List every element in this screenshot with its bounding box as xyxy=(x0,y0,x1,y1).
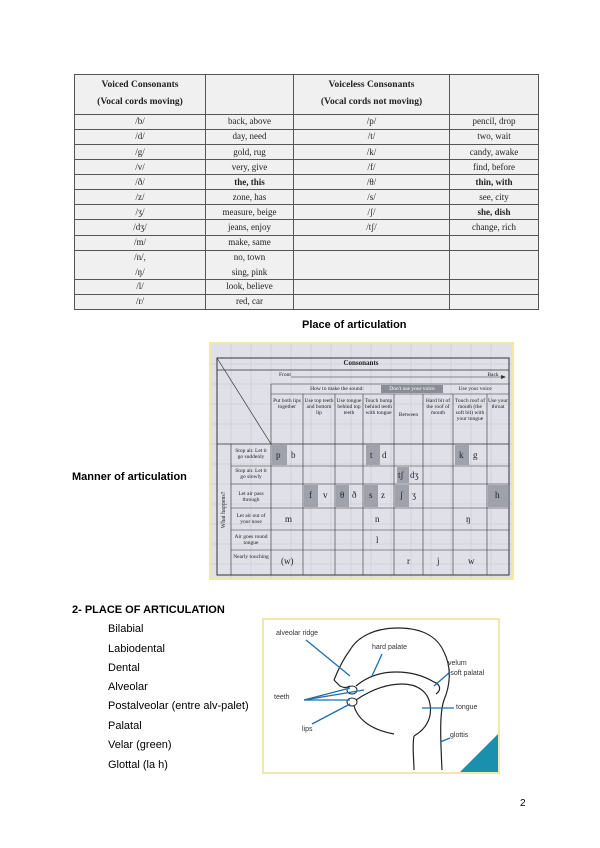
chart-symbol: n xyxy=(375,514,380,524)
table-header-row xyxy=(75,75,539,115)
chart-symbol: v xyxy=(323,490,328,500)
voiceless-symbol: /t/ xyxy=(294,129,450,144)
voiceless-symbol: /p/ xyxy=(294,114,450,129)
voiceless-example: two, wait xyxy=(450,129,539,144)
voiceless-title: Voiceless Consonants xyxy=(328,80,415,91)
voiceless-example xyxy=(450,235,539,250)
voiced-symbol-cell xyxy=(75,250,206,279)
voiceless-example: change, rich xyxy=(450,220,539,235)
chart-symbol: (w) xyxy=(281,556,294,566)
chart-row-header: Let air pass through xyxy=(238,491,264,503)
label-velum: velum xyxy=(448,660,467,667)
voiceless-example xyxy=(450,294,539,309)
chart-symbol: j xyxy=(437,556,440,566)
list-item: Postalveolar (entre alv-palet) xyxy=(108,700,249,712)
chart-column-header: Use tongue behind top teeth xyxy=(336,398,362,416)
chart-symbol: r xyxy=(407,556,410,566)
table-row xyxy=(75,279,539,294)
table-row xyxy=(75,145,539,160)
chart-column-header: Put both lips together xyxy=(273,398,301,410)
voiced-symbol: /r/ xyxy=(75,294,206,309)
voiced-example: measure, beige xyxy=(206,205,294,220)
voiced-example: zone, has xyxy=(206,190,294,205)
label-tongue: tongue xyxy=(456,704,478,711)
chart-symbol: dʒ xyxy=(410,470,419,480)
chart-column-header: Between xyxy=(398,412,419,418)
voiced-example: jeans, enjoy xyxy=(206,220,294,235)
table-row xyxy=(75,175,539,190)
chart-use-voice-label: Use your voice xyxy=(458,386,492,392)
voiceless-subtitle: (Vocal cords not moving) xyxy=(320,97,423,108)
label-alveolar-ridge: alveolar ridge xyxy=(276,630,319,637)
voiceless-symbol: /k/ xyxy=(294,145,450,160)
section-title: 2- PLACE OF ARTICULATION xyxy=(72,604,225,616)
chart-symbol: ʃ xyxy=(400,490,403,500)
voiceless-header xyxy=(294,75,450,115)
chart-symbol: z xyxy=(381,490,385,500)
voiceless-example: she, dish xyxy=(450,205,539,220)
table-row xyxy=(75,235,539,250)
voiceless-example: see, city xyxy=(450,190,539,205)
chart-back-label: Back xyxy=(487,372,499,378)
voiceless-symbol xyxy=(294,279,450,294)
list-item: Velar (green) xyxy=(108,739,172,751)
voiceless-example: candy, awake xyxy=(450,145,539,160)
voiceless-symbol: /θ/ xyxy=(294,175,450,190)
voiceless-symbol xyxy=(294,294,450,309)
label-soft-palate: (soft palatal xyxy=(448,670,485,677)
table-row xyxy=(75,114,539,129)
chart-how-label: How to make the sound: xyxy=(310,386,364,392)
accent-triangle xyxy=(460,734,498,772)
voiceless-symbol: /f/ xyxy=(294,160,450,175)
chart-row-header: Stop air. Let it go suddenly xyxy=(235,448,267,460)
table-row xyxy=(75,190,539,205)
voiceless-example: find, before xyxy=(450,160,539,175)
voiced-symbol: /b/ xyxy=(75,114,206,129)
chart-symbol: t xyxy=(370,450,373,460)
voiced-example: gold, rug xyxy=(206,145,294,160)
chart-symbol: l xyxy=(376,535,379,545)
voiceless-symbol: /s/ xyxy=(294,190,450,205)
chart-symbol: m xyxy=(285,514,293,524)
voiced-example: day, need xyxy=(206,129,294,144)
list-item: Palatal xyxy=(108,720,142,732)
list-item: Alveolar xyxy=(108,681,148,693)
chart-symbol: b xyxy=(291,450,296,460)
chart-symbol: tʃ xyxy=(398,470,404,480)
voiced-symbol: /z/ xyxy=(75,190,206,205)
list-item: Dental xyxy=(108,662,140,674)
voiceless-symbol: /ʃ/ xyxy=(294,205,450,220)
voiced-example: red, car xyxy=(206,294,294,309)
voiced-subtitle: (Vocal cords moving) xyxy=(97,97,183,108)
chart-symbol: h xyxy=(495,490,500,500)
vocal-tract-diagram xyxy=(262,618,500,774)
chart-symbol: g xyxy=(473,450,478,460)
chart-symbol: d xyxy=(382,450,387,460)
voiced-example-header xyxy=(206,75,294,115)
chart-row-header: Let air out of your nose xyxy=(236,513,266,525)
chart-column-header: Touch roof of mouth (the soft bit) with your tongue xyxy=(454,398,486,422)
voiced-example: no, town xyxy=(233,251,266,262)
table-row xyxy=(75,220,539,235)
voiceless-example xyxy=(450,279,539,294)
voiced-example: make, same xyxy=(206,235,294,250)
chart-what-happens-label: What happens? xyxy=(221,491,227,529)
voiceless-symbol: /tʃ/ xyxy=(294,220,450,235)
voiced-symbol: /dʒ/ xyxy=(75,220,206,235)
list-item: Labiodental xyxy=(108,643,165,655)
voiceless-example: pencil, drop xyxy=(450,114,539,129)
chart-symbol: p xyxy=(276,450,281,460)
voiced-example: very, give xyxy=(206,160,294,175)
consonant-table xyxy=(74,74,539,310)
label-glottis: glottis xyxy=(450,732,469,739)
chart-dont-voice-label: Don't use your voice xyxy=(389,386,435,392)
voiced-symbol: /m/ xyxy=(75,235,206,250)
voiced-example: back, above xyxy=(206,114,294,129)
table-row xyxy=(75,294,539,309)
chart-symbol: ʒ xyxy=(412,490,416,500)
consonant-chart xyxy=(209,342,514,580)
chart-row-header: Nearly touching xyxy=(233,554,269,560)
chart-symbol: s xyxy=(369,490,373,500)
chart-symbol: θ xyxy=(340,490,345,500)
chart-symbol: w xyxy=(468,556,475,566)
table-row xyxy=(75,129,539,144)
chart-symbol: ŋ xyxy=(466,514,471,524)
chart-symbol: k xyxy=(459,450,464,460)
voiceless-example xyxy=(450,250,539,279)
chart-column-header: Use top teeth and bottom lip xyxy=(304,398,334,416)
manner-of-articulation-label: Manner of articulation xyxy=(72,471,187,483)
voiceless-example-header xyxy=(450,75,539,115)
vocal-tract-illustration xyxy=(264,620,498,772)
chart-row-header: Stop air. Let it go slowly xyxy=(235,468,267,480)
voiced-symbol: /ŋ/ xyxy=(135,266,145,277)
chart-row-header: Air goes round tongue xyxy=(234,534,268,546)
voiceless-symbol xyxy=(294,235,450,250)
table-row xyxy=(75,160,539,175)
label-hard-palate: hard palate xyxy=(372,644,408,651)
voiced-example-cell xyxy=(206,250,294,279)
voiced-symbol: /d/ xyxy=(75,129,206,144)
voiced-symbol: /ʒ/ xyxy=(75,205,206,220)
voiced-example: sing, pink xyxy=(231,266,268,277)
voiced-example: look, believe xyxy=(206,279,294,294)
table-row xyxy=(75,205,539,220)
voiced-symbol: /n/, xyxy=(134,251,146,262)
chart-symbol: f xyxy=(309,490,312,500)
page-number: 2 xyxy=(520,798,526,809)
chart-symbol: ð xyxy=(352,490,357,500)
place-of-articulation-title: Place of articulation xyxy=(302,319,407,331)
chart-title: Consonants xyxy=(343,359,379,367)
voiced-example: the, this xyxy=(206,175,294,190)
chart-column-header: Touch bump behind teeth with tongue xyxy=(364,398,393,416)
label-teeth: teeth xyxy=(274,694,290,701)
chart-column-header: Use your throat xyxy=(488,398,509,410)
list-item: Glottal (la h) xyxy=(108,759,168,771)
voiced-symbol: /g/ xyxy=(75,145,206,160)
voiced-title: Voiced Consonants xyxy=(101,80,179,91)
chart-column-header: Hard bit of the roof of mouth xyxy=(425,398,451,416)
voiced-symbol: /l/ xyxy=(75,279,206,294)
chart-front-label: Front xyxy=(279,372,291,378)
table-row xyxy=(75,250,539,279)
voiceless-example: thin, with xyxy=(450,175,539,190)
label-lips: lips xyxy=(302,726,313,733)
list-item: Bilabial xyxy=(108,623,144,635)
voiceless-symbol xyxy=(294,250,450,279)
voiced-symbol: /ð/ xyxy=(75,175,206,190)
voiced-header xyxy=(75,75,206,115)
voiced-symbol: /v/ xyxy=(75,160,206,175)
